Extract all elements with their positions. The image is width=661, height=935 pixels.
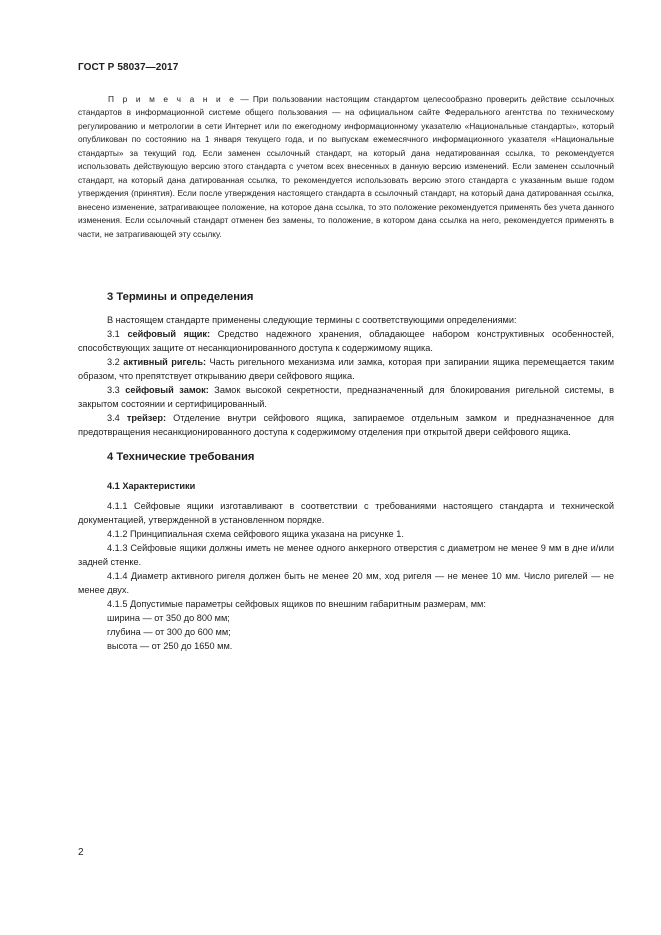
term-number: 3.1: [107, 329, 128, 340]
section-3-body: [78, 313, 614, 439]
clause-4-1-2: 4.1.2 Принципиальная схема сейфового ящика указана на рисунке 1.: [107, 529, 404, 540]
clause-4-1-1: 4.1.1 Сейфовые ящики изготавливают в соответствии с требованиями настоящего стандарта и технической документацией, утвержденной в установленном порядке.: [78, 501, 614, 526]
note-paragraph: [78, 93, 614, 241]
clause-4-1-3: 4.1.3 Сейфовые ящики должны иметь не менее одного анкерного отверстия с диаметром не менее 9 мм в дне и/или задней стенке.: [78, 543, 614, 568]
dimensions-list: [78, 611, 614, 653]
term-definition: Средство надежного хранения, обладающее набором конструктивных особенностей, способствующих защите от несанкционированного доступа к содержимому ящика.: [78, 329, 614, 354]
clause-4-1-4: 4.1.4 Диаметр активного ригеля должен быть не менее 20 мм, ход ригеля — не менее 10 мм. Число ригелей — не менее двух.: [78, 571, 614, 596]
term-definition: Отделение внутри сейфового ящика, запираемое отдельным замком и предназначенное для предотвращения несанкционированного доступа к содержимому отделения при открытой двери сейфового ящика.: [78, 413, 614, 438]
dimension-height: высота — от 250 до 1650 мм.: [107, 641, 233, 652]
section-3-intro: В настоящем стандарте применены следующие термины с соответствующими определениями:: [107, 315, 517, 325]
term-definition: Замок высокой секретности, предназначенный для блокирования ригельной системы, в закрытом состоянии и сертифицированный.: [78, 385, 614, 410]
term-number: 3.3: [107, 385, 126, 396]
clause-4-1-5: 4.1.5 Допустимые параметры сейфовых ящиков по внешним габаритным размерам, мм:: [107, 599, 486, 610]
note-block: [78, 93, 614, 241]
term-number: 3.2: [107, 357, 124, 368]
term-definition: Часть ригельного механизма или замка, которая при запирании ящика перемещается таким образом, что препятствует открыванию двери сейфового ящика.: [78, 357, 615, 382]
term-3-3: [78, 383, 614, 411]
term-name: сейфовый ящик:: [127, 329, 211, 340]
document-code: ГОСТ Р 58037—2017: [78, 62, 179, 73]
page-number: 2: [78, 847, 84, 858]
note-label: П р и м е ч а н и е: [108, 94, 237, 104]
section-3-title: 3 Термины и определения: [107, 291, 254, 303]
term-name: трейзер:: [126, 413, 167, 424]
term-number: 3.4: [107, 413, 127, 424]
term-3-4: [78, 411, 614, 439]
dimension-depth: глубина — от 300 до 600 мм;: [107, 627, 231, 638]
subsection-4-1-title: 4.1 Характеристики: [107, 481, 196, 491]
term-name: активный ригель:: [123, 357, 207, 368]
dimension-width: ширина — от 350 до 800 мм;: [107, 613, 230, 624]
section-4-body: [78, 499, 614, 654]
term-3-1: [78, 327, 614, 355]
note-text: — При пользовании настоящим стандартом целесообразно проверить действие ссылочных стандартов в информационной системе общего пользования — на официальном сайте Федерального агентства по техническому регулированию и метрологии в сети Интернет или по ежегодному информационному указателю «Национальные стандарты», который опубликован по состоянию на 1 января текущего года, и по выпускам ежемесячного информационного указателя «Национальные стандарты» за текущий год. Если заменен ссылочный стандарт, на который дана недатированная ссылка, то рекомендуется использовать действующую версию этого стандарта с учетом всех внесенных в данную версию изменений. Если заменен ссылочный стандарт, на который дана датированная ссылка, то рекомендуется использовать версию этого стандарта с указанным выше годом утверждения (принятия). Если после утверждения настоящего стандарта в ссылочный стандарт, на который дана датированная ссылка, внесено изменение, затрагивающее положение, на которое дана ссылка, то это положение рекомендуется применять без учета данного изменения. Если ссылочный стандарт отменен без замены, то положение, в котором дана ссылка на него, рекомендуется применять в части, не затрагивающей эту ссылку.: [78, 94, 614, 239]
term-name: сейфовый замок:: [125, 385, 209, 396]
term-3-2: [78, 355, 614, 383]
section-4-title: 4 Технические требования: [107, 451, 255, 463]
